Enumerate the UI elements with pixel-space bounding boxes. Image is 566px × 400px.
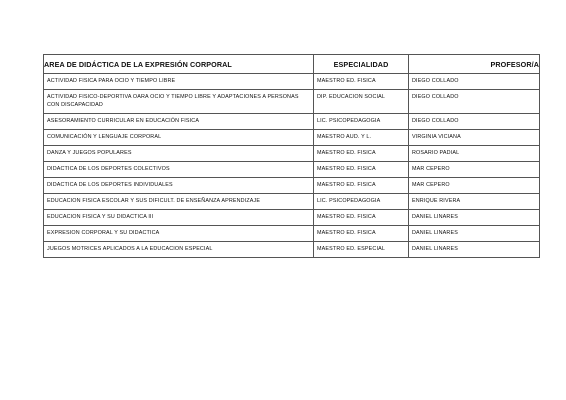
table-row xyxy=(44,74,540,90)
cell-area: ACTIVIDAD FISICA PARA OCIO Y TIEMPO LIBRE xyxy=(44,74,314,90)
cell-area: EDUCACION FISICA ESCOLAR Y SUS DIFICULT. DE ENSEÑANZA APRENDIZAJE xyxy=(44,194,314,210)
table-row xyxy=(44,194,540,210)
header-profesor: PROFESOR/A xyxy=(409,55,540,74)
cell-area: ACTIVIDAD FISICO-DEPORTIVA OARA OCIO Y TIEMPO LIBRE Y ADAPTACIONES A PERSONAS CON DISCAPACIDAD xyxy=(44,90,314,114)
cell-profesor: DANIEL LINARES xyxy=(409,242,540,258)
cell-profesor: MAR CEPERO xyxy=(409,162,540,178)
cell-area: EXPRESION CORPORAL Y SU DIDACTICA xyxy=(44,226,314,242)
cell-area: DANZA Y JUEGOS POPULARES xyxy=(44,146,314,162)
cell-area: EDUCACION FISICA Y SU DIDACTICA III xyxy=(44,210,314,226)
cell-especialidad: MAESTRO ED. FISICA xyxy=(314,146,409,162)
cell-profesor: ENRIQUE RIVERA xyxy=(409,194,540,210)
table-row xyxy=(44,210,540,226)
table-header-row xyxy=(44,55,540,74)
table-row xyxy=(44,90,540,114)
cell-profesor: DANIEL LINARES xyxy=(409,210,540,226)
table-row xyxy=(44,226,540,242)
table-row xyxy=(44,114,540,130)
cell-area: JUEGOS MOTRICES APLICADOS A LA EDUCACION ESPECIAL xyxy=(44,242,314,258)
cell-area: DIDACTICA DE LOS DEPORTES COLECTIVOS xyxy=(44,162,314,178)
cell-especialidad: MAESTRO ED. ESPECIAL xyxy=(314,242,409,258)
table-row xyxy=(44,130,540,146)
table-row xyxy=(44,242,540,258)
table-row xyxy=(44,146,540,162)
cell-profesor: MAR CEPERO xyxy=(409,178,540,194)
cell-especialidad: MAESTRO ED. FISICA xyxy=(314,226,409,242)
cell-especialidad: MAESTRO ED. FISICA xyxy=(314,162,409,178)
header-especialidad: ESPECIALIDAD xyxy=(314,55,409,74)
cell-especialidad: MAESTRO ED. FISICA xyxy=(314,210,409,226)
cell-profesor: ROSARIO PADIAL xyxy=(409,146,540,162)
cell-profesor: DIEGO COLLADO xyxy=(409,114,540,130)
cell-profesor: DANIEL LINARES xyxy=(409,226,540,242)
cell-especialidad: MAESTRO ED. FISICA xyxy=(314,178,409,194)
table-row xyxy=(44,178,540,194)
cell-especialidad: LIC. PSICOPEDAGOGIA xyxy=(314,194,409,210)
cell-especialidad: MAESTRO ED. FISICA xyxy=(314,74,409,90)
cell-especialidad: DIP. EDUCACION SOCIAL xyxy=(314,90,409,114)
cell-profesor: VIRGINIA VICIANA xyxy=(409,130,540,146)
table-row xyxy=(44,162,540,178)
cell-area: ASESORAMIENTO CURRICULAR EN EDUCACIÓN FISICA xyxy=(44,114,314,130)
courses-table xyxy=(43,54,540,258)
cell-profesor: DIEGO COLLADO xyxy=(409,90,540,114)
cell-especialidad: LIC. PSICOPEDAGOGIA xyxy=(314,114,409,130)
cell-profesor: DIEGO COLLADO xyxy=(409,74,540,90)
cell-area: DIDACTICA DE LOS DEPORTES INDIVIDUALES xyxy=(44,178,314,194)
header-area: AREA DE DIDÁCTICA DE LA EXPRESIÓN CORPORAL xyxy=(44,55,314,74)
cell-especialidad: MAESTRO AUD. Y L. xyxy=(314,130,409,146)
cell-area: COMUNICACIÓN Y LENGUAJE CORPORAL xyxy=(44,130,314,146)
